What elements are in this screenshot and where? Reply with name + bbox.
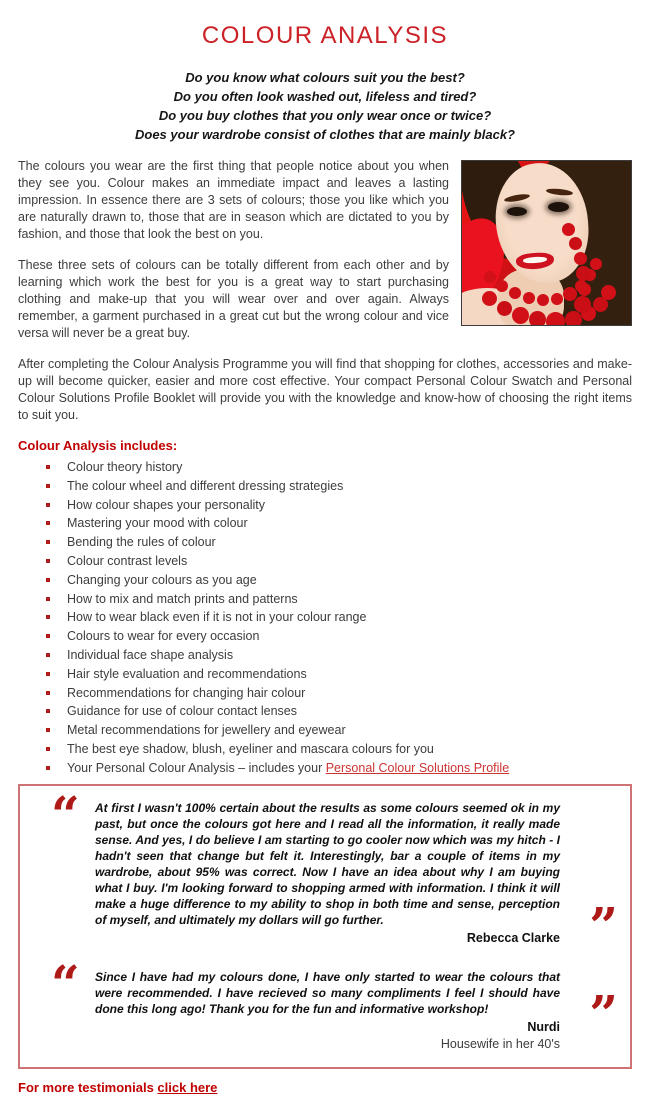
list-item: Individual face shape analysis: [18, 646, 632, 665]
list-item: How colour shapes your personality: [18, 496, 632, 515]
bullet-square-icon: [46, 465, 50, 469]
list-item: Mastering your mood with colour: [18, 514, 632, 533]
question-line: Do you know what colours suit you the best?: [185, 70, 465, 85]
testimonial-author: Nurdi: [527, 1019, 560, 1034]
more-testimonials-link[interactable]: click here: [157, 1079, 218, 1095]
list-item: Colours to wear for every occasion: [18, 627, 632, 646]
programme-paragraph: After completing the Colour Analysis Programme you will find that shopping for clothes, accessories and make-up will become quicker, easier and more cost effective. Your compact Personal Colour Swatch and Personal Colour Solutions Profile Booklet will provide you with the knowledge and know-how of choosing the right items to suit you.: [18, 357, 632, 422]
list-item: Changing your colours as you age: [18, 571, 632, 590]
list-item: Colour contrast levels: [18, 552, 632, 571]
bullet-square-icon: [46, 634, 50, 638]
list-item: Metal recommendations for jewellery and eyewear: [18, 721, 632, 740]
bullet-square-icon: [46, 709, 50, 713]
footer-text: For more testimonials: [18, 1079, 158, 1095]
personal-colour-solutions-profile-link[interactable]: Personal Colour Solutions Profile: [325, 760, 510, 775]
testimonials-footer: [18, 1080, 632, 1095]
list-item: The colour wheel and different dressing strategies: [18, 477, 632, 496]
intro-section: [18, 158, 632, 342]
bullet-square-icon: [46, 597, 50, 601]
testimonials-box: [18, 784, 632, 1069]
question-line: Does your wardrobe consist of clothes that are mainly black?: [135, 127, 515, 142]
bullet-square-icon: [46, 578, 50, 582]
list-item: Recommendations for changing hair colour: [18, 684, 632, 703]
page-title: COLOUR ANALYSIS: [201, 22, 449, 49]
open-quote-icon: “: [51, 784, 80, 844]
list-item: Guidance for use of colour contact lenses: [18, 702, 632, 721]
list-item: Colour theory history: [18, 458, 632, 477]
bullet-square-icon: [46, 503, 50, 507]
list-item: The best eye shadow, blush, eyeliner and mascara colours for you: [18, 740, 632, 759]
testimonial: [51, 784, 618, 955]
testimonial-author: Rebecca Clarke: [466, 930, 560, 945]
close-quote-icon: ”: [589, 895, 618, 955]
photo-bead-necklace: [562, 223, 575, 236]
list-item: Hair style evaluation and recommendations: [18, 665, 632, 684]
list-item: How to mix and match prints and patterns: [18, 590, 632, 609]
bullet-square-icon: [46, 728, 50, 732]
portrait-photo: [461, 160, 632, 326]
close-quote-icon: ”: [589, 983, 618, 1043]
testimonial: [51, 953, 618, 1053]
includes-heading: Colour Analysis includes:: [18, 438, 178, 453]
bullet-square-icon: [46, 691, 50, 695]
bullet-square-icon: [46, 540, 50, 544]
bullet-square-icon: [46, 484, 50, 488]
testimonial-text: Since I have had my colours done, I have only started to wear the colours that were recommended. I have recieved so many compliments I feel I should have done this long ago! Thank you for the fun and informative workshop!: [95, 969, 560, 1016]
testimonial-subtitle: Housewife in her 40's: [440, 1036, 560, 1051]
photo-eye: [507, 207, 527, 216]
intro-paragraph: These three sets of colours can be totally different from each other and by learning which work the best for you is a great way to start purchasing clothing and make-up that you will wear over and over again. Always remember, a garment purchased in a great cut but the wrong colour and vice versa will never be a great buy.: [18, 258, 449, 340]
bullet-square-icon: [46, 672, 50, 676]
testimonial-text: At first I wasn't 100% certain about the results as some colours seemed ok in my past, but once the colours got here and I read all the information, it really made sense. And yes, I do believe I am starting to go cooler now which was my hitch - I hadn't seen that change but felt it. Interestingly, bar a couple of items in my wardrobe, about 95% was correct. Now I have an idea about why I am buying what I buy. I'm looking forward to shopping armed with information. I think it will make a huge difference to my ability to shop in both time and sense, perception of myself, and ultimately my dollars will go further.: [95, 800, 560, 927]
photo-bead-necklace: [482, 291, 497, 306]
bullet-square-icon: [46, 615, 50, 619]
list-item: Bending the rules of colour: [18, 533, 632, 552]
open-quote-icon: “: [51, 953, 80, 1013]
photo-eye: [548, 202, 569, 212]
list-item-with-link: Your Personal Colour Analysis – includes your Personal Colour Solutions Profile: [18, 759, 632, 778]
photo-bead-necklace: [484, 271, 496, 283]
bullet-square-icon: [46, 653, 50, 657]
question-line: Do you buy clothes that you only wear once or twice?: [158, 108, 492, 123]
list-item: How to wear black even if it is not in your colour range: [18, 608, 632, 627]
bullet-square-icon: [46, 521, 50, 525]
bullet-square-icon: [46, 559, 50, 563]
includes-list: [18, 458, 632, 778]
intro-questions: [18, 68, 632, 144]
bullet-square-icon: [46, 747, 50, 751]
question-line: Do you often look washed out, lifeless and tired?: [173, 89, 477, 104]
bullet-square-icon: [46, 766, 50, 770]
intro-paragraph: The colours you wear are the first thing that people notice about you when they see you. Colour makes an immediate impact and leaves a lasting impression. In essence there are 3 sets of colours; those you like which you are naturally drawn to, those that are in season which are dictated to you by fashion, and those that look the best on you.: [18, 159, 449, 241]
